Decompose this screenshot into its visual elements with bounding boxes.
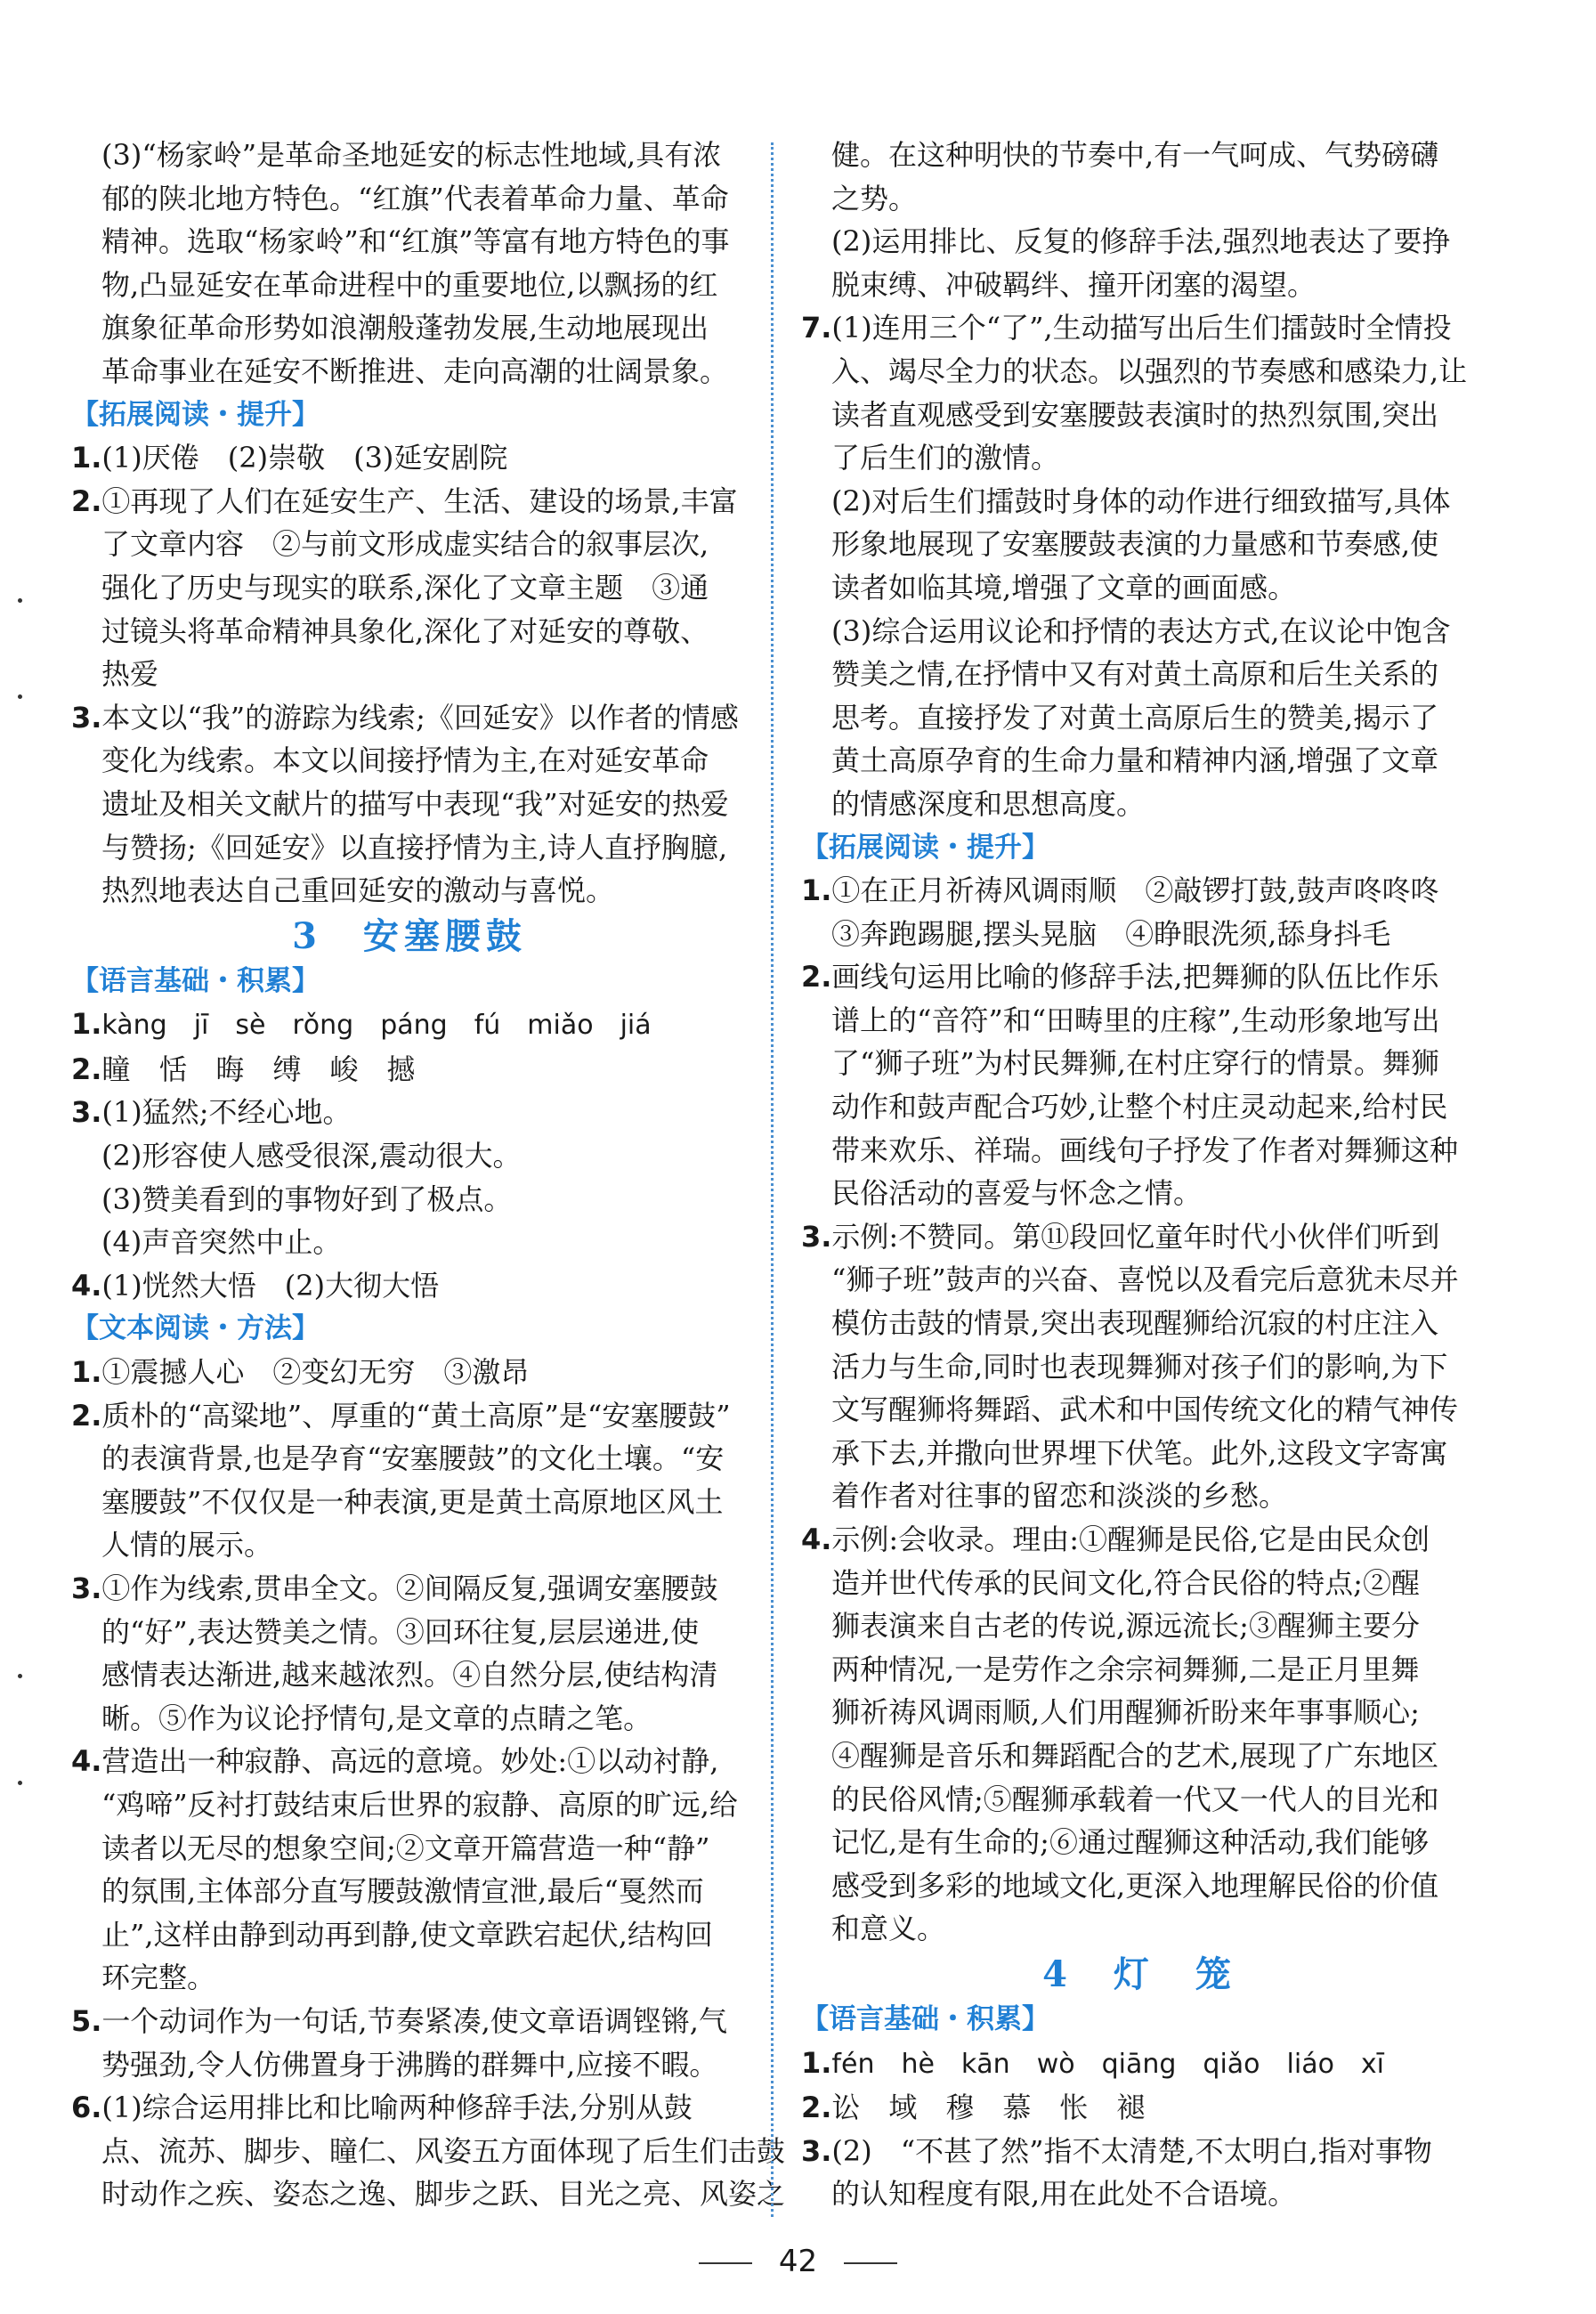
line-text: 之势。 (831, 181, 918, 215)
answer-line (71, 783, 748, 826)
item-number: 2. (801, 2091, 832, 2125)
answer-item (71, 1003, 748, 1048)
column-divider (771, 142, 774, 2217)
line-text: 形象地展现了安塞腰鼓表演的力量感和节奏感,使 (831, 527, 1439, 562)
answer-line (801, 1085, 1478, 1129)
answer-item (71, 1351, 748, 1394)
line-text: 讼 域 穆 慕 怅 褪 (831, 2091, 1146, 2125)
line-text: 热烈地表达自己重回延安的激动与喜悦。 (101, 873, 615, 908)
item-number: 3. (801, 2133, 832, 2168)
line-text: 入、竭尽全力的状态。以强烈的节奏感和感染力,让 (831, 353, 1468, 388)
answer-line (801, 1258, 1478, 1302)
answer-item (801, 869, 1478, 913)
item-number: 2. (71, 1398, 102, 1433)
item-number: 1. (71, 441, 102, 475)
item-number: 2. (71, 1051, 102, 1086)
answer-line (71, 1611, 748, 1654)
section-heading: 【语言基础・积累】 (801, 2002, 1049, 2035)
section-heading: 【拓展阅读・提升】 (801, 831, 1049, 864)
answer-line (71, 1870, 748, 1913)
item-number: 3. (71, 1095, 102, 1130)
answer-line (71, 1827, 748, 1871)
line-text: 遗址及相关文献片的描写中表现“我”对延安的热爱 (101, 786, 729, 821)
answer-line (71, 1481, 748, 1524)
lesson-title: 4 灯 笼 (1042, 1953, 1236, 1995)
line-text: 的情感深度和思想高度。 (831, 786, 1146, 821)
answer-line (801, 2172, 1478, 2216)
answer-line (801, 1691, 1478, 1734)
line-text: 环完整。 (101, 1961, 216, 1995)
line-text: 文写醒狮将舞蹈、武术和中国传统文化的精气神传 (831, 1392, 1459, 1427)
line-text: 革命事业在延安不断推进、走向高潮的壮阔景象。 (101, 353, 729, 388)
answer-line (71, 350, 748, 394)
answer-line (71, 1178, 748, 1222)
answer-item (71, 1567, 748, 1611)
line-text: 过镜头将革命精神具象化,深化了对延安的尊敬、 (101, 613, 709, 648)
line-text: 读者直观感受到安塞腰鼓表演时的热烈氛围,突出 (831, 397, 1439, 432)
line-text: (2)对后生们擂鼓时身体的动作进行细致描写,具体 (831, 483, 1451, 518)
answer-line (71, 869, 748, 913)
answer-line (801, 350, 1478, 394)
line-text: 的民俗风情;⑤醒狮承载着一代又一代人的目光和 (831, 1782, 1439, 1816)
line-text: 热爱 (101, 657, 159, 692)
answer-item (71, 480, 748, 524)
line-text: 模仿击鼓的情景,突出表现醒狮给沉寂的村庄注入 (831, 1306, 1439, 1341)
line-text: ③奔跑踢腿,摆头晃脑 ④睁眼洗须,舔身抖毛 (831, 916, 1391, 951)
line-text: 感情表达渐进,越来越浓烈。④自然分层,使结构清 (101, 1658, 718, 1693)
answer-line (71, 523, 748, 566)
answer-line (801, 1562, 1478, 1605)
line-text: 赞美之情,在抒情中又有对黄土高原和后生关系的 (831, 657, 1439, 692)
answer-line (801, 264, 1478, 307)
line-text: 示例:不赞同。第⑪段回忆童年时代小伙伴们听到 (831, 1219, 1440, 1254)
answer-line (801, 1474, 1478, 1518)
answer-line (801, 1388, 1478, 1432)
line-text: 强化了历史与现实的联系,深化了文章主题 ③通 (101, 570, 709, 605)
page-number: 42 (778, 2244, 818, 2279)
answer-item (801, 2086, 1478, 2130)
line-text: 记忆,是有生命的;⑥通过醒狮这种活动,我们能够 (831, 1825, 1430, 1860)
line-text: (1)连用三个“了”,生动描写出后生们擂鼓时全情投 (831, 311, 1452, 345)
line-text: 物,凸显延安在革命进程中的重要地位,以飘扬的红 (101, 267, 718, 302)
line-text: 的“好”,表达赞美之情。③回环往复,层层递进,使 (101, 1614, 700, 1649)
line-text: 的氛围,主体部分直写腰鼓激情宣泄,最后“戛然而 (101, 1874, 704, 1909)
line-text: (3)“杨家岭”是革命圣地延安的标志性地域,具有浓 (101, 138, 722, 172)
line-text: 旗象征革命形势如浪潮般蓬勃发展,生动地展现出 (101, 311, 709, 345)
line-text: 黄土高原孕育的生命力量和精神内涵,增强了文章 (831, 743, 1439, 778)
item-number: 1. (71, 1355, 102, 1390)
line-text: ④醒狮是音乐和舞蹈配合的艺术,展现了广东地区 (831, 1738, 1439, 1773)
line-text: 谱上的“音符”和“田畴里的庄稼”,生动形象地写出 (831, 1003, 1440, 1037)
line-text: 读者以无尽的想象空间;②文章开篇营造一种“静” (101, 1831, 710, 1865)
answer-line (71, 1437, 748, 1481)
line-text: 郁的陕北地方特色。“红旗”代表着革命力量、革命 (101, 181, 729, 215)
line-text: 画线句运用比喻的修辞手法,把舞狮的队伍比作乐 (831, 960, 1439, 995)
answer-item (71, 1048, 748, 1092)
line-text: 和意义。 (831, 1912, 946, 1946)
footer-dash (844, 2262, 897, 2264)
line-text: 读者如临其境,增强了文章的画面感。 (831, 570, 1297, 605)
answer-line (71, 1697, 748, 1741)
item-number: 2. (801, 960, 832, 995)
item-number: 3. (71, 700, 102, 735)
line-text: 精神。选取“杨家岭”和“红旗”等富有地方特色的事 (101, 224, 730, 259)
line-text: 人情的展示。 (101, 1528, 273, 1563)
answer-line (801, 436, 1478, 480)
line-text: kàng jī sè rǒng páng fú miǎo jiá (101, 1010, 652, 1042)
line-text: 造并世代传承的民间文化,符合民俗的特点;②醒 (831, 1565, 1420, 1600)
answer-line (801, 1345, 1478, 1389)
answer-line (801, 134, 1478, 177)
answer-item (801, 2130, 1478, 2173)
line-text: 活力与生命,同时也表现舞狮对孩子们的影响,为下 (831, 1349, 1448, 1384)
answer-line (801, 177, 1478, 221)
answer-line (71, 2130, 786, 2173)
section-heading: 【文本阅读・方法】 (71, 1312, 320, 1345)
line-text: (3)赞美看到的事物好到了极点。 (101, 1181, 513, 1216)
line-text: 了后生们的激情。 (831, 441, 1060, 475)
right-column (801, 134, 1478, 2216)
answer-line (71, 2043, 748, 2087)
answer-line (71, 826, 748, 870)
lesson-title: 3 安塞腰鼓 (292, 914, 527, 957)
answer-line (71, 264, 748, 307)
section-heading: 【语言基础・积累】 (71, 964, 320, 997)
answer-item (71, 2000, 748, 2043)
margin-dot (18, 1781, 22, 1785)
answer-line (71, 1653, 748, 1697)
line-text: 势强劲,令人仿佛置身于沸腾的群舞中,应接不暇。 (101, 2047, 718, 2082)
line-text: 民俗活动的喜爱与怀念之情。 (831, 1176, 1203, 1211)
answer-line (801, 480, 1478, 524)
line-text: 的认知程度有限,用在此处不合语境。 (831, 2177, 1297, 2212)
line-text: 的表演背景,也是孕育“安塞腰鼓”的文化土壤。“安 (101, 1441, 725, 1476)
answer-line (71, 1913, 748, 1957)
footer-dash (699, 2262, 752, 2264)
answer-line (801, 913, 1478, 956)
answer-item (71, 696, 748, 740)
margin-dot (18, 694, 22, 699)
item-number: 1. (801, 873, 832, 908)
item-number: 3. (71, 1571, 102, 1605)
line-text: “鸡啼”反衬打鼓结束后世界的寂静、高原的旷远,给 (101, 1787, 738, 1822)
answer-item (71, 436, 748, 480)
line-text: 塞腰鼓”不仅仅是一种表演,更是黄土高原地区风土 (101, 1484, 724, 1519)
answer-line (801, 1734, 1478, 1778)
answer-line (71, 739, 748, 783)
answer-line (801, 220, 1478, 264)
answer-line (71, 2172, 786, 2216)
margin-dot (18, 1674, 22, 1678)
item-number: 7. (801, 311, 832, 345)
answer-line (71, 1134, 748, 1178)
answer-item (71, 1091, 748, 1134)
line-text: (2) “不甚了然”指不太清楚,不太明白,指对事物 (831, 2133, 1432, 2168)
line-text: 脱束缚、冲破羁绊、撞开闭塞的渴望。 (831, 267, 1316, 302)
line-text: 感受到多彩的地域文化,更深入地理解民俗的价值 (831, 1868, 1439, 1903)
answer-item (801, 2042, 1478, 2087)
left-column (71, 134, 786, 2216)
line-text: ①震撼人心 ②变幻无穷 ③激昂 (101, 1355, 530, 1390)
line-text: 狮表演来自古老的传说,源远流长;③醒狮主要分 (831, 1609, 1420, 1644)
line-text: 示例:会收录。理由:①醒狮是民俗,它是由民众创 (831, 1522, 1430, 1556)
answer-line (71, 1523, 748, 1567)
answer-item (801, 955, 1478, 999)
answer-line (71, 220, 748, 264)
line-text: 承下去,并撒向世界埋下伏笔。此外,这段文字寄寓 (831, 1435, 1448, 1470)
answer-line (801, 1432, 1478, 1475)
item-number: 4. (801, 1522, 832, 1556)
answer-line (71, 653, 748, 696)
answer-line (801, 566, 1478, 610)
line-text: (2)形容使人感受很深,震动很大。 (101, 1139, 522, 1173)
line-text: 瞳 恬 晦 缚 峻 撼 (101, 1051, 416, 1086)
line-text: 着作者对往事的留恋和淡淡的乡愁。 (831, 1479, 1288, 1514)
line-text: 时动作之疾、姿态之逸、脚步之跃、目光之亮、风姿之 (101, 2177, 786, 2212)
section-heading: 【拓展阅读・提升】 (71, 398, 320, 431)
line-text: (1)恍然大悟 (2)大彻大悟 (101, 1268, 440, 1303)
line-text: 止”,这样由静到动再到静,使文章跌宕起伏,结构回 (101, 1917, 713, 1952)
line-text: 健。在这种明快的节奏中,有一气呵成、气势磅礴 (831, 138, 1439, 172)
item-number: 4. (71, 1744, 102, 1779)
line-text: 本文以“我”的游踪为线索;《回延安》以作者的情感 (101, 700, 739, 735)
line-text: (3)综合运用议论和抒情的表达方式,在议论中饱含 (831, 613, 1451, 648)
answer-line (71, 1783, 748, 1827)
line-text: 质朴的“高粱地”、厚重的“黄土高原”是“安塞腰鼓” (101, 1398, 731, 1433)
answer-line (801, 1129, 1478, 1173)
answer-item (71, 1394, 748, 1438)
answer-item (71, 2086, 748, 2130)
answer-line (801, 739, 1478, 783)
answer-item (71, 1264, 748, 1308)
item-number: 1. (801, 2045, 832, 2080)
answer-item (801, 306, 1478, 350)
line-text: 变化为线索。本文以间接抒情为主,在对延安革命 (101, 743, 709, 778)
item-number: 3. (801, 1219, 832, 1254)
answer-line (801, 1172, 1478, 1215)
line-text: (1)厌倦 (2)崇敬 (3)延安剧院 (101, 441, 508, 475)
line-text: 晰。⑤作为议论抒情句,是文章的点睛之笔。 (101, 1701, 652, 1735)
line-text: 点、流苏、脚步、瞳仁、风姿五方面体现了后生们击鼓 (101, 2133, 786, 2168)
answer-line (801, 523, 1478, 566)
line-text: (1)综合运用排比和比喻两种修辞手法,分别从鼓 (101, 2091, 693, 2125)
line-text: (1)猛然;不经心地。 (101, 1095, 352, 1130)
answer-item (801, 1215, 1478, 1259)
line-text: ①在正月祈祷风调雨顺 ②敲锣打鼓,鼓声咚咚咚 (831, 873, 1439, 908)
line-text: ①作为线索,贯串全文。②间隔反复,强调安塞腰鼓 (101, 1571, 718, 1605)
line-text: 动作和鼓声配合巧妙,让整个村庄灵动起来,给村民 (831, 1090, 1448, 1125)
line-text: 营造出一种寂静、高远的意境。妙处:①以动衬静, (101, 1744, 719, 1779)
item-number: 4. (71, 1268, 102, 1303)
answer-line (801, 394, 1478, 437)
answer-line (801, 1042, 1478, 1085)
answer-line (801, 1907, 1478, 1951)
line-text: ①再现了人们在延安生产、生活、建设的场景,丰富 (101, 483, 738, 518)
answer-line (801, 783, 1478, 826)
line-text: 带来欢乐、祥瑞。画线句子抒发了作者对舞狮这种 (831, 1133, 1459, 1167)
page-number-footer (0, 2244, 1596, 2279)
item-number: 5. (71, 2003, 102, 2038)
answer-line (801, 1821, 1478, 1864)
line-text: (4)声音突然中止。 (101, 1225, 342, 1260)
line-text: 与赞扬;《回延安》以直接抒情为主,诗人直抒胸臆, (101, 830, 728, 865)
answer-line (71, 1221, 748, 1264)
margin-dot (18, 598, 22, 603)
line-text: 狮祈祷风调雨顺,人们用醒狮祈盼来年事事顺心; (831, 1695, 1420, 1730)
answer-line (71, 134, 748, 177)
answer-line (71, 177, 748, 221)
answer-line (801, 1778, 1478, 1822)
answer-line (71, 610, 748, 654)
line-text: 两种情况,一是劳作之余宗祠舞狮,二是正月里舞 (831, 1652, 1420, 1686)
item-number: 2. (71, 483, 102, 518)
answer-line (801, 1302, 1478, 1345)
item-number: 6. (71, 2091, 102, 2125)
item-number: 1. (71, 1007, 102, 1042)
answer-item (801, 1518, 1478, 1562)
answer-line (801, 1864, 1478, 1908)
line-text: fén hè kān wò qiāng qiǎo liáo xī (831, 2048, 1385, 2080)
line-text: 思考。直接抒发了对黄土高原后生的赞美,揭示了 (831, 700, 1439, 735)
answer-line (71, 306, 748, 350)
line-text: “狮子班”鼓声的兴奋、喜悦以及看完后意犹未尽并 (831, 1263, 1459, 1297)
line-text: 了“狮子班”为村民舞狮,在村庄穿行的情景。舞狮 (831, 1046, 1439, 1081)
answer-line (71, 566, 748, 610)
answer-line (801, 1648, 1478, 1692)
line-text: 一个动词作为一句话,节奏紧凑,使文章语调铿锵,气 (101, 2003, 727, 2038)
answer-line (801, 610, 1478, 654)
answer-line (801, 999, 1478, 1043)
answer-item (71, 1740, 748, 1783)
answer-line (801, 653, 1478, 696)
answer-line (71, 1956, 748, 2000)
answer-line (801, 1604, 1478, 1648)
line-text: 了文章内容 ②与前文形成虚实结合的叙事层次, (101, 527, 709, 562)
line-text: (2)运用排比、反复的修辞手法,强烈地表达了要挣 (831, 224, 1451, 259)
answer-line (801, 696, 1478, 740)
